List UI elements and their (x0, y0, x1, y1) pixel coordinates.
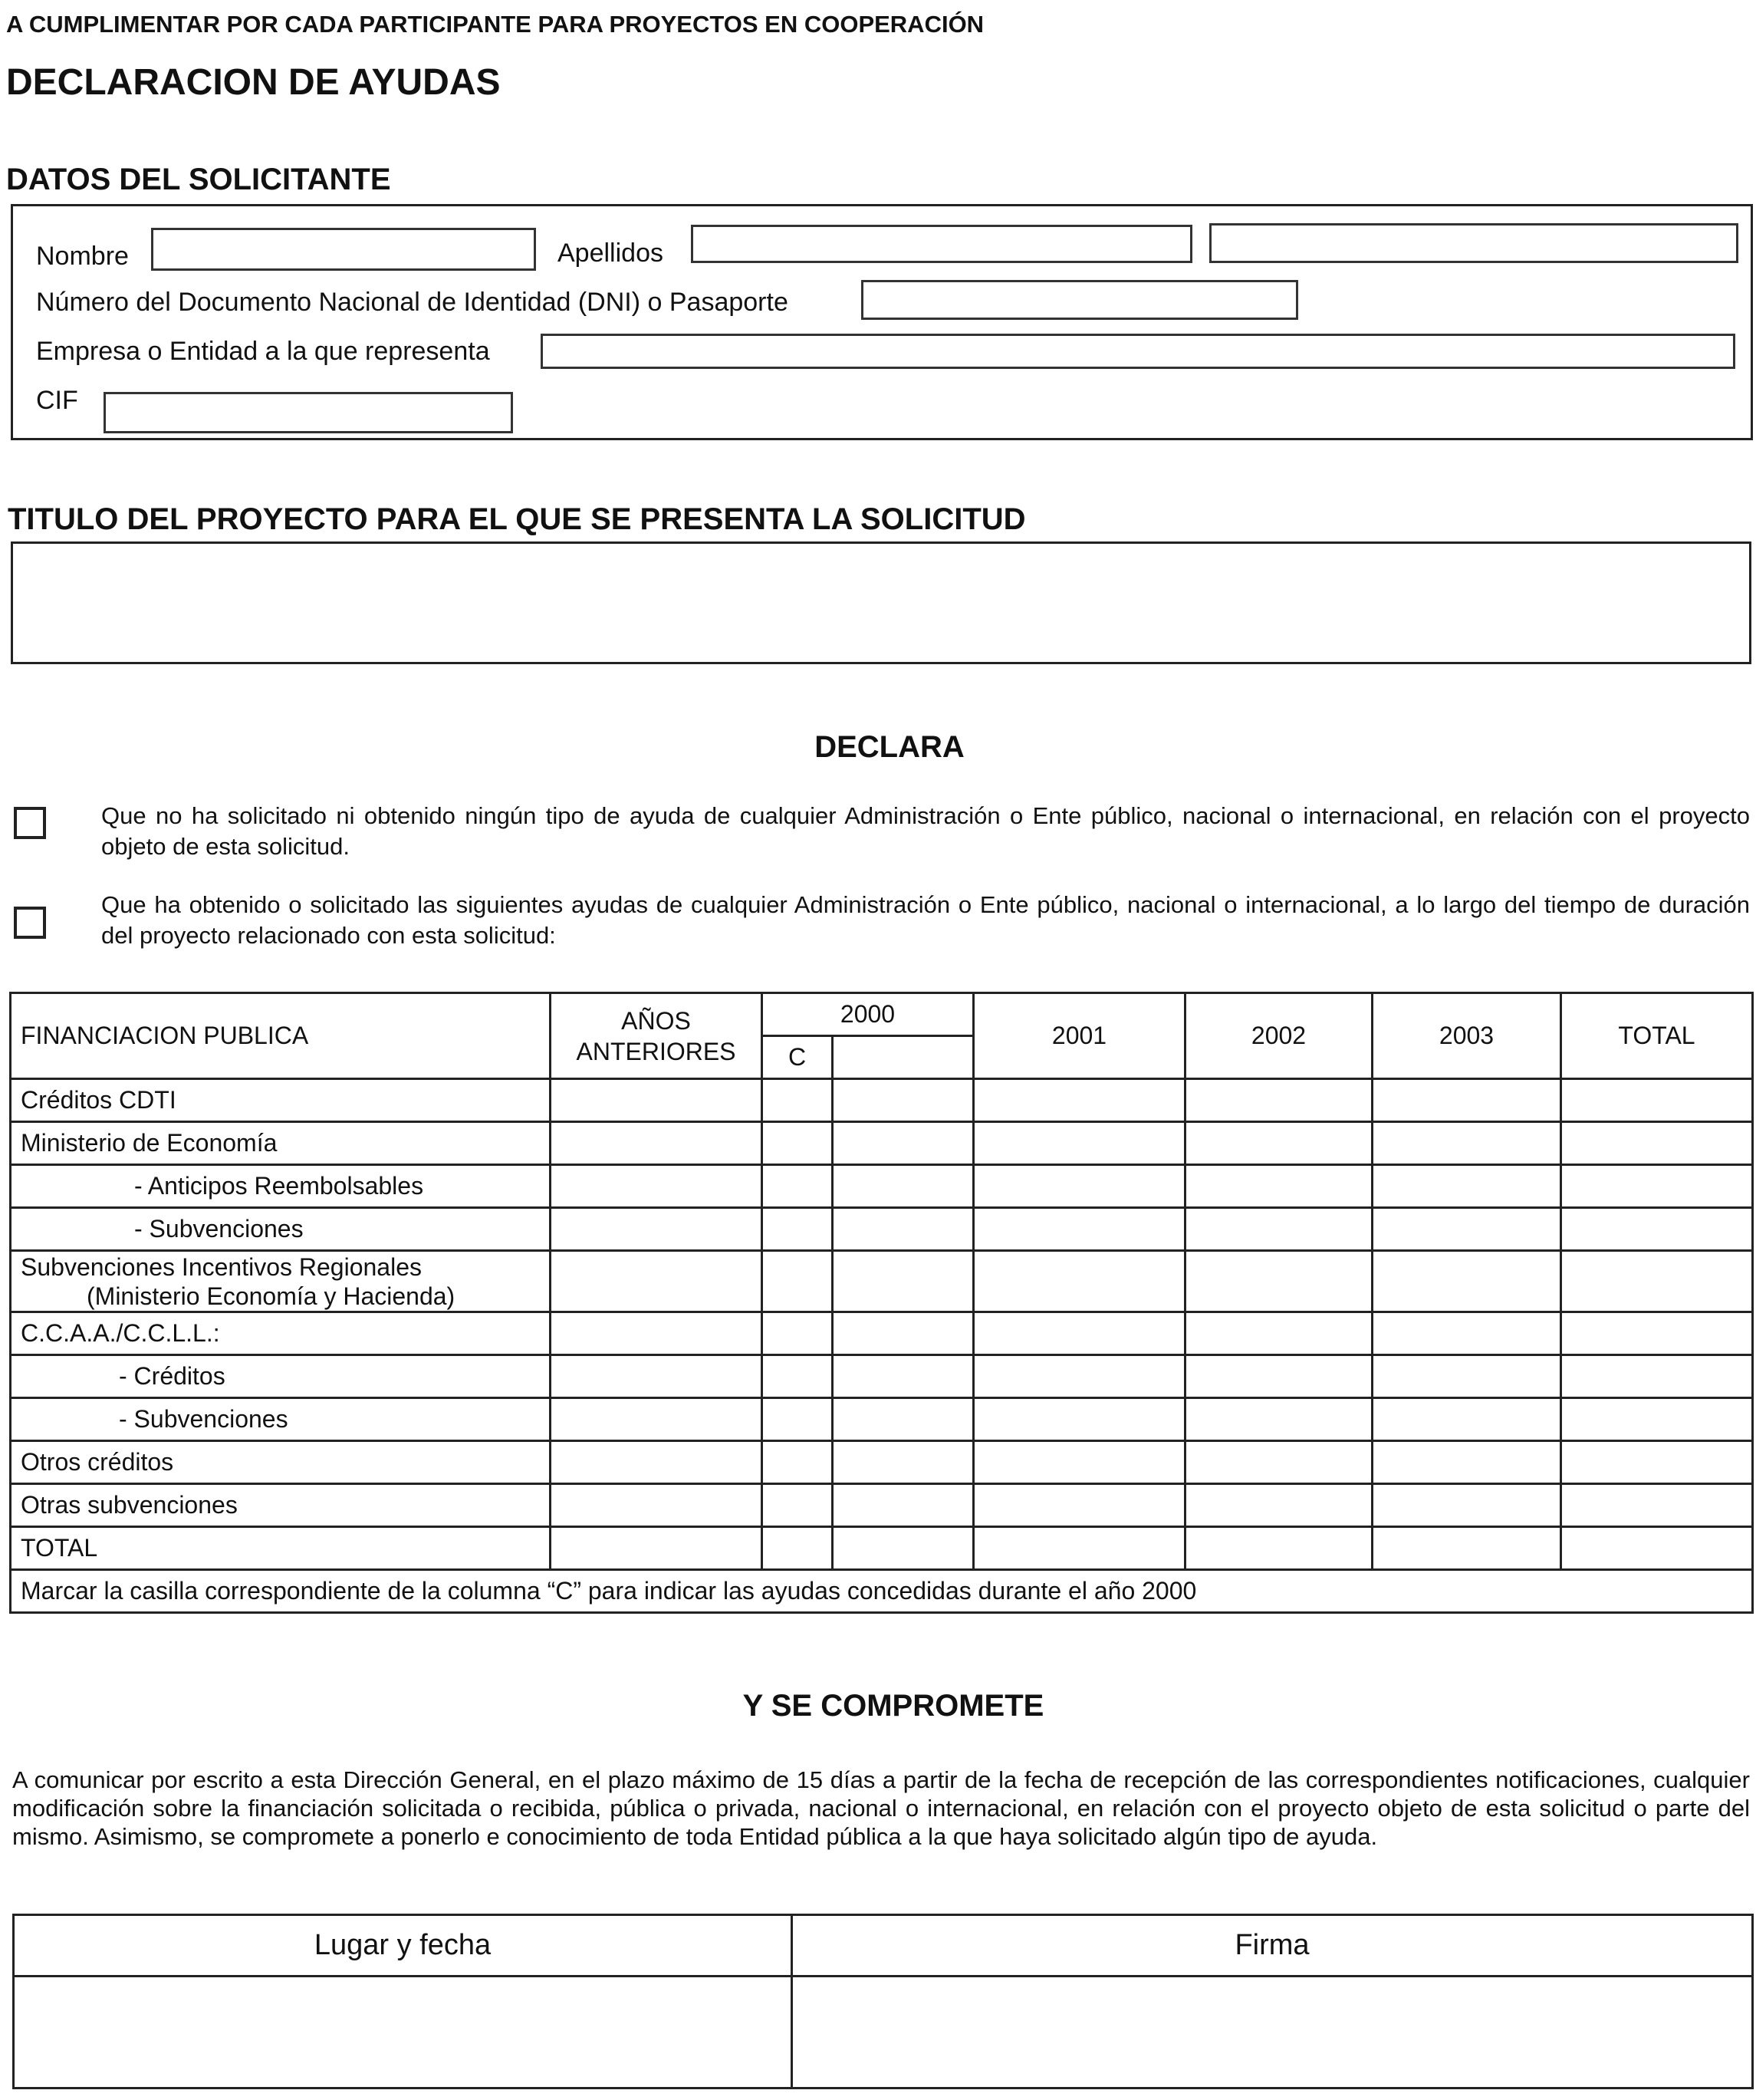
table-footnote-row (11, 1570, 1753, 1613)
table-cell[interactable] (833, 1122, 974, 1165)
table-cell[interactable] (974, 1398, 1185, 1441)
compromete-title: Y SE COMPROMETE (742, 1689, 1044, 1723)
header-2000: 2000 (762, 993, 974, 1036)
option-aid-obtained-text: Que ha obtenido o solicitado las siguientes ayudas de cualquier Administración o Ente público, nacional o internacional, a lo largo del tiempo de duración del proyecto relacionado con esta solicitud: (101, 891, 1750, 949)
table-cell[interactable] (833, 1208, 974, 1251)
header-2000-amount (833, 1036, 974, 1079)
table-row-total (11, 1527, 1753, 1570)
page-title: DECLARACION DE AYUDAS (6, 62, 501, 103)
lugar-fecha-label: Lugar y fecha (14, 1915, 792, 1977)
table-cell-c[interactable] (762, 1122, 833, 1165)
table-cell[interactable] (974, 1165, 1185, 1208)
table-cell[interactable] (1561, 1441, 1753, 1484)
table-cell[interactable] (1185, 1312, 1373, 1355)
table-cell[interactable] (1561, 1079, 1753, 1122)
empresa-field[interactable] (541, 334, 1735, 369)
table-cell[interactable] (551, 1355, 762, 1398)
table-cell[interactable] (974, 1441, 1185, 1484)
table-cell-c[interactable] (762, 1398, 833, 1441)
table-cell[interactable] (1561, 1484, 1753, 1527)
nombre-label: Nombre (36, 242, 129, 271)
table-row (11, 1251, 1753, 1312)
table-footnote: Marcar la casilla correspondiente de la columna “C” para indicar las ayudas concedidas durante el año 2000 (11, 1570, 1753, 1613)
table-cell[interactable] (974, 1079, 1185, 1122)
table-cell[interactable] (1373, 1312, 1561, 1355)
table-row (11, 1079, 1753, 1122)
table-cell[interactable] (1185, 1527, 1373, 1570)
header-anos-anteriores: AÑOS ANTERIORES (551, 993, 762, 1079)
header-2002: 2002 (1185, 993, 1373, 1079)
lugar-fecha-field[interactable] (14, 1977, 792, 2088)
table-cell[interactable] (1561, 1165, 1753, 1208)
table-cell[interactable] (1185, 1251, 1373, 1312)
option-no-aid-text: Que no ha solicitado ni obtenido ningún tipo de ayuda de cualquier Administración o Ente público, nacional o internacional, en relación con el proyecto objeto de esta solicitud. (101, 802, 1750, 860)
row-label: - Anticipos Reembolsables (11, 1165, 551, 1208)
row-label: TOTAL (11, 1527, 551, 1570)
table-cell[interactable] (833, 1441, 974, 1484)
table-cell[interactable] (551, 1312, 762, 1355)
table-row (11, 1355, 1753, 1398)
table-cell[interactable] (551, 1441, 762, 1484)
table-cell[interactable] (551, 1122, 762, 1165)
table-row (11, 1122, 1753, 1165)
table-cell[interactable] (1373, 1208, 1561, 1251)
table-cell[interactable] (1561, 1251, 1753, 1312)
table-cell[interactable] (1373, 1355, 1561, 1398)
table-cell[interactable] (551, 1079, 762, 1122)
table-cell-c[interactable] (762, 1441, 833, 1484)
table-cell[interactable] (1185, 1122, 1373, 1165)
row-label: Subvenciones Incentivos Regionales (Ministerio Economía y Hacienda) (11, 1251, 551, 1312)
table-cell-c[interactable] (762, 1079, 833, 1122)
table-cell[interactable] (1561, 1527, 1753, 1570)
table-cell[interactable] (1373, 1484, 1561, 1527)
apellido1-field[interactable] (691, 225, 1192, 263)
table-cell[interactable] (833, 1484, 974, 1527)
table-cell[interactable] (833, 1527, 974, 1570)
instruction-text: A CUMPLIMENTAR POR CADA PARTICIPANTE PARA PROYECTOS EN COOPERACIÓN (6, 11, 985, 38)
empresa-label: Empresa o Entidad a la que representa (36, 337, 490, 366)
table-cell[interactable] (551, 1251, 762, 1312)
row-label: Ministerio de Economía (11, 1122, 551, 1165)
firma-field[interactable] (792, 1977, 1753, 2088)
cif-label: CIF (36, 386, 78, 415)
row-label: C.C.A.A./C.C.L.L.: (11, 1312, 551, 1355)
table-cell[interactable] (1185, 1355, 1373, 1398)
table-cell[interactable] (1185, 1208, 1373, 1251)
table-cell[interactable] (551, 1527, 762, 1570)
table-cell[interactable] (1373, 1398, 1561, 1441)
table-cell[interactable] (1185, 1441, 1373, 1484)
table-cell[interactable] (1373, 1079, 1561, 1122)
table-cell[interactable] (974, 1122, 1185, 1165)
table-cell[interactable] (1185, 1165, 1373, 1208)
table-cell[interactable] (1561, 1122, 1753, 1165)
cif-field[interactable] (104, 392, 513, 433)
table-cell[interactable] (1373, 1165, 1561, 1208)
apellido2-field[interactable] (1209, 223, 1738, 263)
table-cell[interactable] (974, 1484, 1185, 1527)
nombre-field[interactable] (151, 228, 536, 271)
table-row (11, 1441, 1753, 1484)
row-label: - Subvenciones (11, 1398, 551, 1441)
table-cell[interactable] (551, 1484, 762, 1527)
table-cell[interactable] (1561, 1312, 1753, 1355)
header-total: TOTAL (1561, 993, 1753, 1079)
table-cell-c[interactable] (762, 1484, 833, 1527)
header-c: C (762, 1036, 833, 1079)
table-cell[interactable] (1373, 1527, 1561, 1570)
row-label: - Subvenciones (11, 1208, 551, 1251)
applicant-data-box (11, 204, 1753, 440)
row-label: Otros créditos (11, 1441, 551, 1484)
table-cell[interactable] (1185, 1079, 1373, 1122)
row-label: - Créditos (11, 1355, 551, 1398)
project-title-field[interactable] (11, 541, 1751, 664)
dni-label: Número del Documento Nacional de Identidad (DNI) o Pasaporte (36, 288, 788, 317)
table-cell[interactable] (974, 1355, 1185, 1398)
table-cell[interactable] (1373, 1251, 1561, 1312)
table-cell[interactable] (833, 1312, 974, 1355)
header-2003: 2003 (1373, 993, 1561, 1079)
table-cell[interactable] (974, 1527, 1185, 1570)
table-cell-c[interactable] (762, 1355, 833, 1398)
checkbox-aid-obtained[interactable] (14, 907, 46, 939)
table-cell[interactable] (833, 1165, 974, 1208)
table-row (11, 1312, 1753, 1355)
row-label: Créditos CDTI (11, 1079, 551, 1122)
table-cell-c[interactable] (762, 1251, 833, 1312)
table-row (11, 1208, 1753, 1251)
table-cell[interactable] (551, 1165, 762, 1208)
header-2001: 2001 (974, 993, 1185, 1079)
table-cell[interactable] (551, 1208, 762, 1251)
row-label: Otras subvenciones (11, 1484, 551, 1527)
table-cell[interactable] (833, 1079, 974, 1122)
table-cell[interactable] (551, 1398, 762, 1441)
table-cell[interactable] (833, 1251, 974, 1312)
table-cell[interactable] (1185, 1484, 1373, 1527)
table-cell[interactable] (1185, 1398, 1373, 1441)
table-cell-c[interactable] (762, 1527, 833, 1570)
table-cell[interactable] (1561, 1398, 1753, 1441)
declara-title: DECLARA (814, 730, 965, 764)
signature-table (12, 1914, 1754, 2089)
table-row (11, 1398, 1753, 1441)
applicant-section-title: DATOS DEL SOLICITANTE (6, 163, 391, 196)
firma-label: Firma (792, 1915, 1753, 1977)
header-financiacion: FINANCIACION PUBLICA (11, 993, 551, 1079)
table-cell[interactable] (1373, 1441, 1561, 1484)
table-cell[interactable] (1561, 1208, 1753, 1251)
table-cell[interactable] (1373, 1122, 1561, 1165)
table-cell[interactable] (974, 1312, 1185, 1355)
table-cell[interactable] (974, 1251, 1185, 1312)
table-cell[interactable] (974, 1208, 1185, 1251)
table-row (11, 1484, 1753, 1527)
compromete-text: A comunicar por escrito a esta Dirección General, en el plazo máximo de 15 días a partir de la fecha de recepción de las correspondientes notificaciones, cualquier modificación sobre la financiación solicitada o recibida, pública o privada, nacional o internacional, en relación con el proyecto objeto de esta solicitud o parte del mismo. Asimismo, se compromete a ponerlo e conocimiento de toda Entidad pública a la que haya solicitado algún tipo de ayuda. (12, 1766, 1750, 1850)
apellidos-label: Apellidos (557, 239, 663, 268)
table-cell[interactable] (1561, 1355, 1753, 1398)
table-cell-c[interactable] (762, 1208, 833, 1251)
financing-table (9, 992, 1754, 1614)
table-cell-c[interactable] (762, 1312, 833, 1355)
table-cell-c[interactable] (762, 1165, 833, 1208)
table-cell[interactable] (833, 1398, 974, 1441)
checkbox-no-aid[interactable] (14, 807, 46, 839)
dni-field[interactable] (861, 280, 1298, 320)
table-cell[interactable] (833, 1355, 974, 1398)
table-row (11, 1165, 1753, 1208)
project-section-title: TITULO DEL PROYECTO PARA EL QUE SE PRESENTA LA SOLICITUD (8, 502, 1026, 536)
